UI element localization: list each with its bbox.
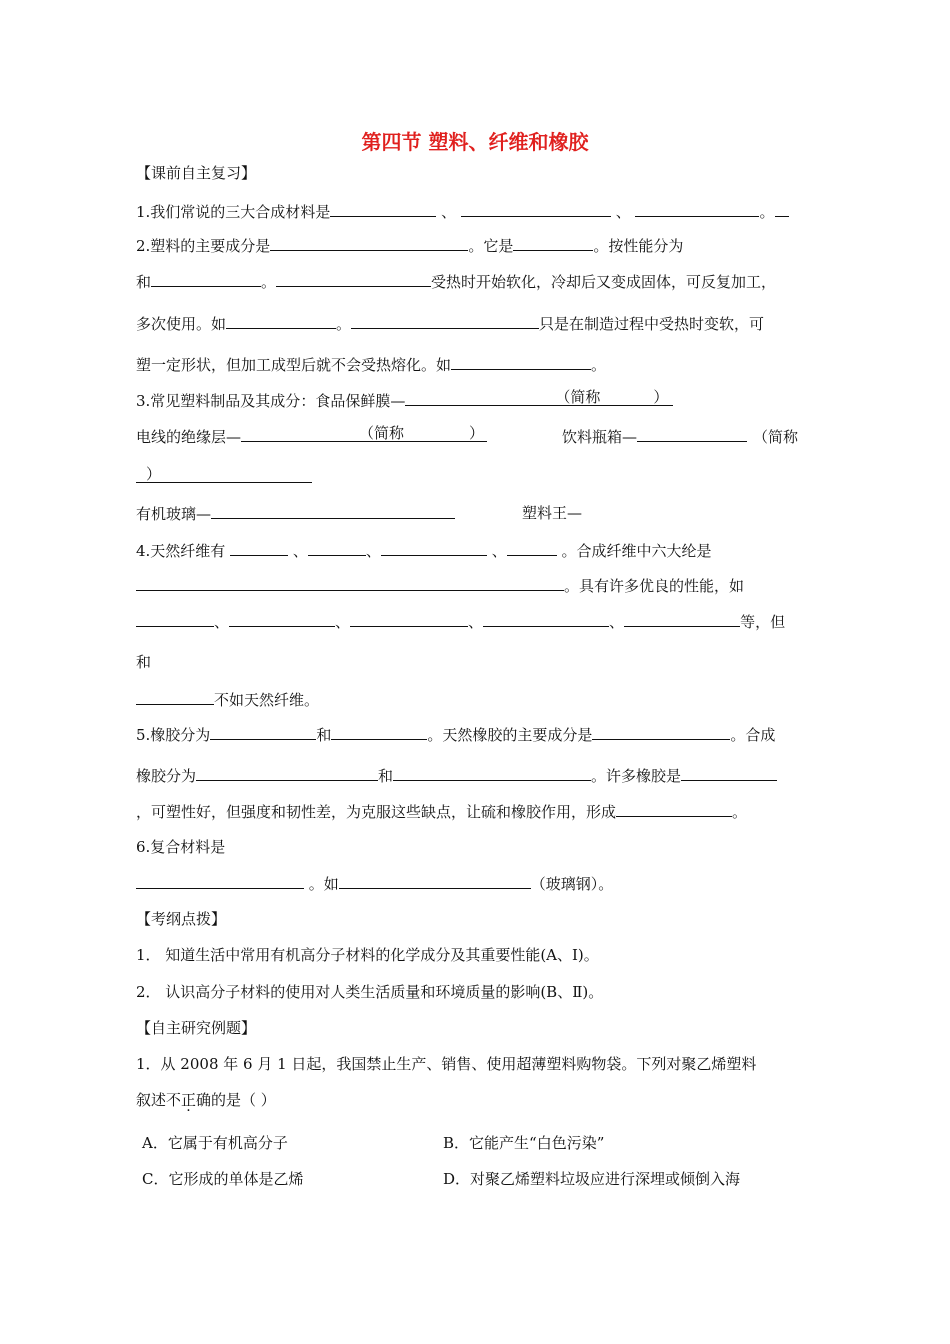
blank[interactable]	[136, 575, 564, 591]
q2-text: 。按性能分为	[593, 237, 684, 255]
question-4-line-3	[136, 611, 785, 632]
q4-sep: 、	[468, 613, 484, 631]
q4-text: 。合成纤维中六大纶是	[561, 542, 712, 560]
blank[interactable]	[151, 271, 261, 287]
blank[interactable]	[461, 201, 611, 217]
q2-text: 多次使用。如	[136, 315, 227, 333]
q2-text: 。	[591, 356, 607, 374]
question-4-line-1	[136, 540, 712, 561]
blank[interactable]	[592, 724, 730, 740]
q2-text: 。	[261, 273, 277, 291]
q5-text: 。许多橡胶是	[591, 767, 682, 785]
blank[interactable]	[393, 765, 591, 781]
q4-text: 不如天然纤维。	[214, 691, 320, 709]
question-3-line-3	[136, 467, 312, 488]
section-examples: 【自主研究例题】	[136, 1019, 257, 1037]
abbr-label: （简称	[555, 388, 601, 406]
blank[interactable]	[136, 467, 312, 483]
question-5-line-3	[136, 801, 747, 822]
blank[interactable]	[351, 313, 539, 329]
q5-text: 和	[378, 767, 394, 785]
blank[interactable]	[507, 540, 557, 556]
question-3-line-1	[136, 390, 673, 411]
q3-text: 电线的绝缘层—	[136, 428, 242, 446]
q2-text: 。它是	[468, 237, 514, 255]
abbr-close: ）	[146, 465, 162, 483]
question-4-line-4	[136, 652, 151, 672]
q2-text: 受热时开始软化，冷却后又变成固体，可反复加工，	[431, 273, 777, 291]
question-2-line-1	[136, 235, 683, 256]
question-6-line-2	[136, 873, 613, 894]
q1-end: 。	[759, 203, 775, 221]
blank[interactable]	[308, 540, 366, 556]
blank[interactable]	[270, 235, 468, 251]
option-a[interactable]: A．它属于有机高分子	[142, 1134, 288, 1152]
q4-text: 。具有许多优良的性能，如	[564, 577, 745, 595]
q5-text: ，可塑性好，但强度和韧性差，为克服这些缺点，让硫和橡胶作用，形成	[136, 803, 617, 821]
q3-text: 3.常见塑料制品及其成分：食品保鲜膜—	[136, 392, 406, 410]
q5-text: 。合成	[730, 726, 776, 744]
blank[interactable]	[339, 873, 531, 889]
blank[interactable]	[405, 390, 673, 406]
section-pre-review: 【课前自主复习】	[136, 164, 257, 182]
q4-sep: 、	[214, 613, 230, 631]
q6-text: （玻璃钢）。	[530, 875, 614, 893]
blank[interactable]	[230, 540, 288, 556]
q4-sep: 、	[335, 613, 351, 631]
q3-text: 有机玻璃—	[136, 505, 212, 523]
q2-text: 塑一定形状，但加工成型后就不会受热熔化。如	[136, 356, 452, 374]
q6-text: 6.复合材料是	[136, 838, 226, 856]
question-5-line-2	[136, 765, 777, 786]
q3-text: 饮料瓶箱—	[562, 428, 638, 446]
q4-sep: 、	[491, 542, 507, 560]
abbr-close: ）	[653, 388, 669, 406]
blank[interactable]	[483, 611, 609, 627]
blank[interactable]	[381, 540, 487, 556]
option-b[interactable]: B．它能产生“白色污染”	[443, 1134, 605, 1152]
blank[interactable]	[451, 354, 591, 370]
question-2-line-2	[136, 271, 776, 292]
stem-text: 叙述	[136, 1091, 167, 1109]
emphasis-text: 不正确	[166, 1091, 212, 1109]
page-title: 第四节 塑料、纤维和橡胶	[361, 130, 589, 154]
q5-text: 橡胶分为	[136, 767, 197, 785]
blank[interactable]	[211, 503, 455, 519]
q5-text: 和	[316, 726, 332, 744]
q2-text: 只是在制造过程中受热时变软，可	[539, 315, 765, 333]
blank[interactable]	[513, 235, 593, 251]
q5-text: 。	[732, 803, 748, 821]
blank[interactable]	[241, 426, 487, 442]
blank[interactable]	[616, 801, 732, 817]
blank[interactable]	[226, 313, 336, 329]
question-4-line-2	[136, 575, 744, 596]
q2-text: 。	[336, 315, 352, 333]
blank[interactable]	[681, 765, 777, 781]
q1-sep: 、	[441, 203, 457, 221]
q4-text: 等，但	[740, 613, 786, 631]
question-2-line-4	[136, 354, 606, 375]
q1-text: 1.我们常说的三大合成材料是	[136, 203, 331, 221]
q5-text: 5.橡胶分为	[136, 726, 211, 744]
q4-sep: 、	[609, 613, 625, 631]
stem-text: 的是（ ）	[211, 1091, 276, 1109]
example-1-stem-2	[136, 1090, 276, 1110]
q4-text: 和	[136, 653, 152, 671]
question-5-line-1	[136, 724, 775, 745]
option-c[interactable]: C．它形成的单体是乙烯	[142, 1170, 304, 1188]
blank[interactable]	[637, 426, 747, 442]
q2-text: 和	[136, 273, 152, 291]
question-2-line-3	[136, 313, 764, 334]
blank[interactable]	[136, 689, 214, 705]
blank[interactable]	[136, 873, 304, 889]
blank[interactable]	[136, 611, 214, 627]
blank	[775, 201, 789, 217]
blank[interactable]	[624, 611, 740, 627]
q3-text: 塑料王—	[522, 504, 583, 522]
q4-sep: 、	[292, 542, 308, 560]
q6-text: 。如	[308, 875, 339, 893]
abbr-close: ）	[469, 424, 485, 442]
blank[interactable]	[330, 201, 436, 217]
q2-text: 2.塑料的主要成分是	[136, 237, 271, 255]
question-3-line-4b	[522, 503, 582, 523]
outline-item-1: 1． 知道生活中常用有机高分子材料的化学成分及其重要性能(A、Ⅰ)。	[136, 946, 599, 964]
blank[interactable]	[196, 765, 378, 781]
outline-item-2: 2． 认识高分子材料的使用对人类生活质量和环境质量的影响(B、Ⅱ)。	[136, 983, 604, 1001]
q5-text: 。天然橡胶的主要成分是	[427, 726, 593, 744]
option-d[interactable]: D．对聚乙烯塑料垃圾应进行深埋或倾倒入海	[443, 1170, 741, 1188]
question-1	[136, 201, 789, 222]
question-3-line-4	[136, 503, 455, 524]
q1-sep: 、	[615, 203, 631, 221]
question-3-line-2b	[562, 426, 798, 447]
blank[interactable]	[350, 611, 468, 627]
question-4-line-5	[136, 689, 319, 710]
section-outline: 【考纲点拨】	[136, 910, 227, 928]
abbr-label: （简称	[359, 424, 405, 442]
blank[interactable]	[229, 611, 335, 627]
q4-text: 4.天然纤维有	[136, 542, 226, 560]
blank[interactable]	[210, 724, 316, 740]
blank[interactable]	[276, 271, 431, 287]
q4-sep: 、	[365, 542, 381, 560]
abbr-label: （简称	[753, 428, 799, 446]
question-6-line-1	[136, 837, 225, 857]
question-3-line-2	[136, 426, 487, 447]
blank[interactable]	[331, 724, 427, 740]
example-1-stem: 1．从 2008 年 6 月 1 日起，我国禁止生产、销售、使用超薄塑料购物袋。下列对聚乙烯塑料	[136, 1055, 757, 1073]
blank[interactable]	[635, 201, 759, 217]
